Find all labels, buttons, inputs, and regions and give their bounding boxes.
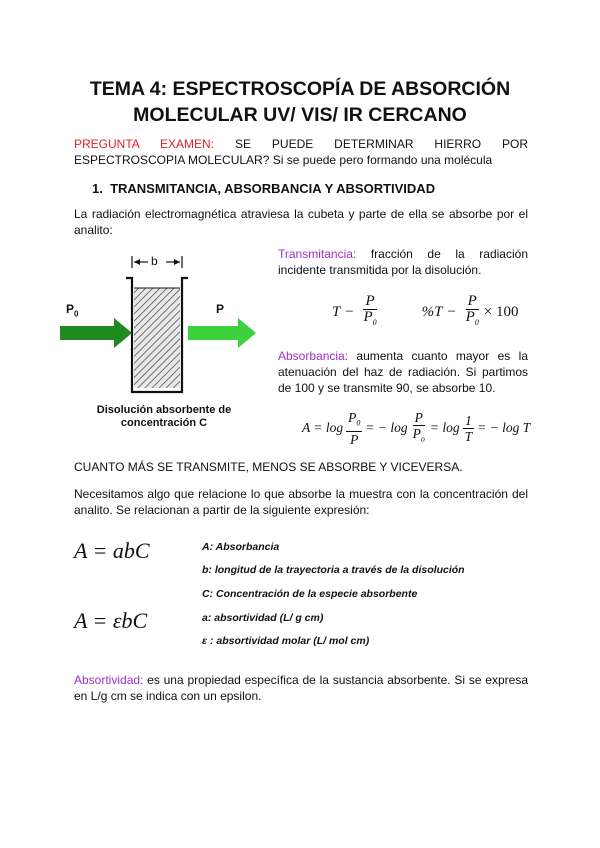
exam-question (74, 136, 528, 168)
formula-t-lhs: T (332, 303, 341, 320)
formula-transmittance (332, 294, 519, 330)
formula-a-part2: = − log (365, 420, 408, 436)
absortividad-definition (74, 672, 528, 704)
p-label: P (216, 302, 225, 316)
legend-longitud: b: longitud de la trayectoria a través de la disolución (202, 564, 465, 576)
title-line-2: MOLECULAR UV/ VIS/ IR CERCANO (133, 104, 467, 126)
intro-paragraph: La radiación electromagnética atraviesa la cubeta y parte de ella se absorbe por el analito: (74, 207, 528, 237)
transmitancia-text: fracción de la radiación incidente transmitida por la disolución. (278, 247, 528, 277)
exam-question-text: SE PUEDE DETERMINAR HIERRO POR ESPECTROSCOPIA MOLECULAR? Si se puede pero formando una molécula (74, 137, 529, 167)
legend-concentracion: C: Concentración de la especie absorbente (202, 588, 418, 600)
caption-line-2: concentración C (120, 417, 208, 429)
absorbancia-label: Absorbancia: (278, 349, 349, 363)
absortividad-text: es una propiedad específica de la sustancia absorbente. Si se expresa en L/g cm se indica con un epsilon. (74, 673, 528, 703)
relation-paragraph: Necesitamos algo que relacione lo que absorbe la muestra con la concentración del analito. Se relacionan a partir de la siguiente expresión: (74, 487, 528, 517)
formula-a-part4: = − log T (477, 420, 531, 436)
absorbancia-text: aumenta cuanto mayor es la atenuación del haz de radiación. Si partimos de 100 y se transmite 90, se absorbe 10. (278, 349, 528, 395)
formula-pct-num: P (467, 293, 477, 309)
formula-a-frac2: $\frac{P}{P_o}$ (412, 410, 425, 444)
incident-arrow-head (114, 318, 132, 348)
page-title (40, 76, 560, 128)
formula-pct-den: $P_0$ (465, 309, 479, 327)
section-title: TRANSMITANCIA, ABSORBANCIA Y ABSORTIVIDAD (110, 181, 436, 196)
transmit-absorb-statement: CUANTO MÁS SE TRANSMITE, MENOS SE ABSORBE Y VICEVERSA. (74, 460, 463, 474)
formula-beer-epsilon: A = εbC (74, 608, 148, 633)
b-label: b (151, 254, 158, 268)
formula-t-fraction (361, 294, 378, 330)
transmitancia-label: Transmitancia: (278, 247, 357, 261)
formula-a-frac1: $\frac{P_0}{P}$ (348, 410, 361, 447)
caption-line-1: Disolución absorbente de (96, 404, 232, 416)
legend-absorbancia: A: Absorbancia (202, 541, 280, 553)
section-number: 1. (92, 181, 103, 196)
legend-absortividad: a: absortividad (L/ g cm) (202, 612, 324, 624)
incident-beam (60, 326, 114, 340)
section-heading (92, 181, 435, 196)
formula-pct-fraction (464, 294, 481, 330)
formula-beer-abc: A = abC (74, 538, 150, 563)
transmitancia-definition (278, 246, 528, 278)
formula-absorbance (302, 410, 530, 447)
formula-a-frac3: $\frac{1}{T}$ (464, 412, 473, 444)
formula-t-num: P (365, 293, 375, 309)
formula-a-part3: = log (429, 420, 460, 436)
formula-pct-tail: × 100 (483, 303, 519, 320)
p0-label: $P_0$ (66, 302, 79, 319)
absortividad-label: Absortividad: (74, 673, 144, 687)
formula-a-part1: A = log (302, 420, 344, 436)
formula-pct-eq: − (446, 303, 457, 320)
cuvette-solution (134, 288, 180, 388)
legend-absortividad-molar: ε : absortividad molar (L/ mol cm) (202, 635, 370, 647)
title-line-1: TEMA 4: ESPECTROSCOPÍA DE ABSORCIÓN (89, 78, 511, 100)
formula-t-den: $P_0$ (363, 309, 377, 327)
diagram-caption (58, 404, 270, 430)
formula-pct-lhs: %T (421, 303, 443, 320)
transmitted-arrow-head (238, 318, 256, 348)
absorbancia-definition (278, 348, 528, 396)
transmitted-beam (188, 326, 238, 340)
formula-t-eq: − (344, 303, 355, 320)
cuvette-diagram (58, 248, 270, 438)
exam-question-label: PREGUNTA EXAMEN: (74, 137, 215, 151)
